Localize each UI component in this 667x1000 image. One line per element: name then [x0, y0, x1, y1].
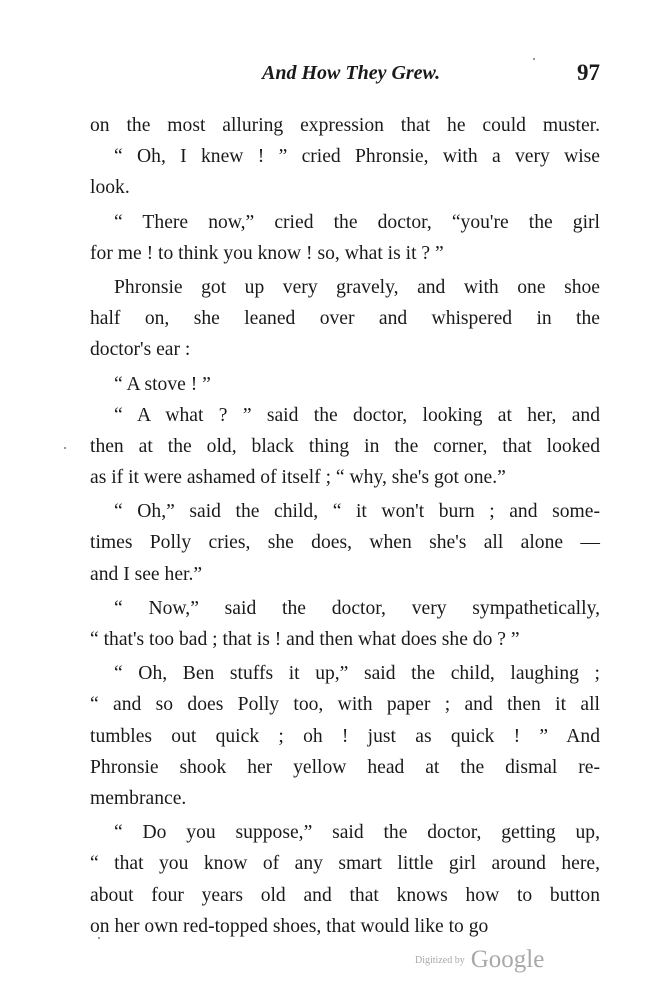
scan-speck — [533, 58, 535, 60]
text-line: times Polly cries, she does, when she's all alone — — [90, 532, 600, 554]
text-line: “ A what ? ” said the doctor, looking at her, and — [114, 404, 600, 426]
text-line: “ There now,” cried the doctor, “you're the girl — [114, 211, 600, 233]
text-line: look. — [90, 177, 130, 199]
text-line: half on, she leaned over and whispered in the — [90, 308, 600, 330]
scan-speck — [98, 937, 100, 939]
text-line: then at the old, black thing in the corner, that looked — [90, 435, 600, 457]
text-line: about four years old and that knows how to button — [90, 884, 600, 906]
page-body — [90, 110, 600, 942]
text-line: membrance. — [90, 787, 187, 809]
text-line: and I see her.” — [90, 563, 203, 585]
text-line: as if it were ashamed of itself ; “ why, she's got one.” — [90, 467, 506, 489]
text-line: doctor's ear : — [90, 339, 191, 361]
text-line: “ that you know of any smart little girl around here, — [90, 853, 600, 875]
text-line: for me ! to think you know ! so, what is it ? ” — [90, 242, 444, 264]
google-logo: Google — [470, 946, 545, 973]
text-line: “ Oh,” said the child, “ it won't burn ; and some- — [114, 501, 600, 523]
text-line: Phronsie shook her yellow head at the dismal re- — [90, 756, 600, 778]
text-line: “ A stove ! ” — [114, 373, 211, 395]
text-line: “ Oh, Ben stuffs it up,” said the child, laughing ; — [114, 663, 600, 685]
text-line: on the most alluring expression that he could muster. — [90, 115, 600, 136]
text-line: “ Oh, I knew ! ” cried Phronsie, with a very wise — [114, 146, 600, 168]
running-header — [90, 62, 600, 92]
text-line: “ Now,” said the doctor, very sympathetically, — [114, 597, 600, 619]
text-line: “ Do you suppose,” said the doctor, getting up, — [114, 822, 600, 844]
text-line: on her own red-topped shoes, that would like to go — [90, 915, 489, 937]
text-line: Phronsie got up very gravely, and with one shoe — [114, 276, 600, 298]
text-line: “ that's too bad ; that is ! and then what does she do ? ” — [90, 629, 520, 650]
scan-speck — [64, 447, 66, 449]
running-title: And How They Grew. — [262, 62, 441, 84]
page-number: 97 — [577, 60, 600, 85]
digitized-watermark — [415, 946, 544, 974]
text-line: tumbles out quick ; oh ! just as quick ! ” And — [90, 725, 600, 747]
digitized-by-label: Digitized by — [415, 955, 465, 966]
text-line: “ and so does Polly too, with paper ; and then it all — [90, 694, 600, 716]
